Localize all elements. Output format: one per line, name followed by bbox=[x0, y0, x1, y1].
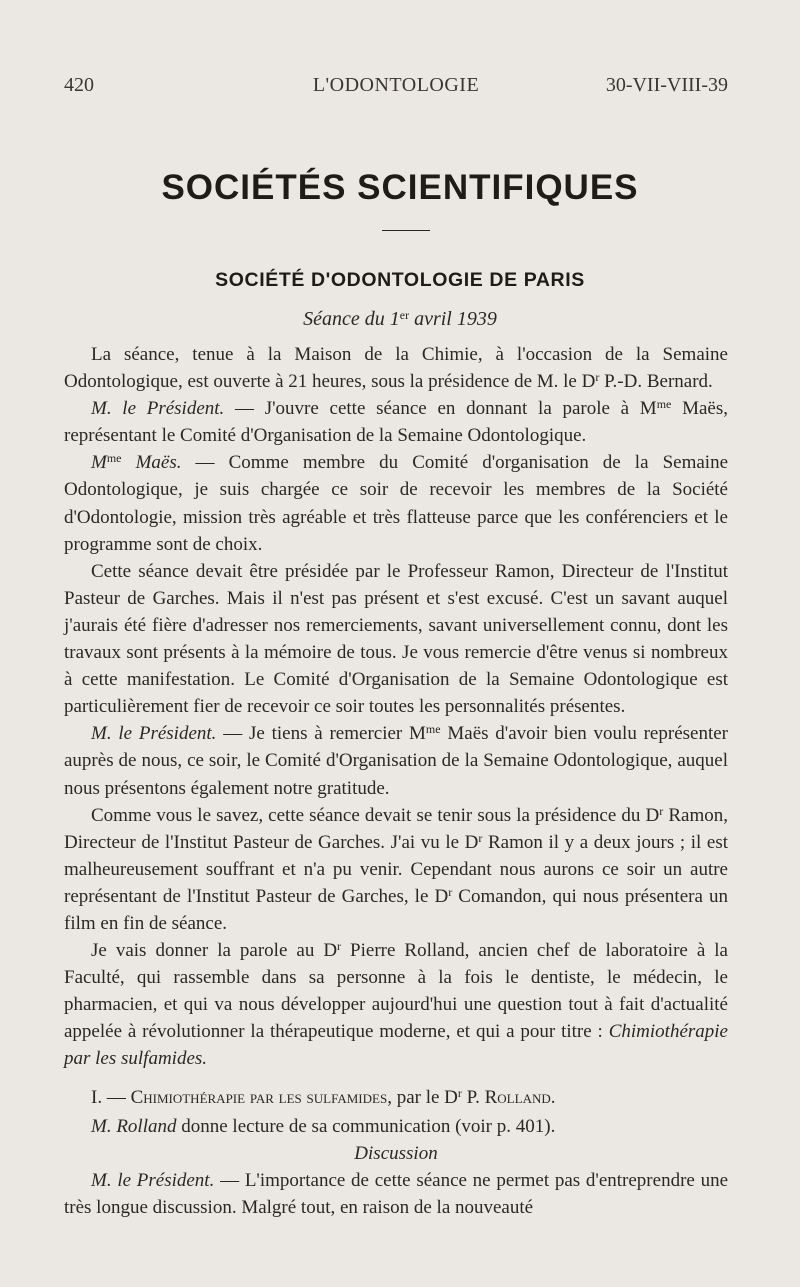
speaker-name: M. Rolland bbox=[91, 1115, 177, 1137]
running-head bbox=[64, 74, 728, 102]
speaker-name: M. le Président. bbox=[91, 398, 225, 420]
paragraph-discussion: M. le Président. — L'importance de cette séance ne permet pas d'entreprendre une très longue discussion. Malgré tout, en raison de la nouveauté bbox=[64, 1169, 728, 1218]
paragraph-maes: $M^{me}$ Maës. — Comme membre du Comité d'organisation de la Semaine Odontologique, je suis chargée ce soir de recevoir les membres de la Société d'Odontologie, mission très agréable et très flatteuse parce que les conférenciers et le programme sont de choix. bbox=[64, 451, 729, 555]
speaker-name: M. le Président. bbox=[91, 1169, 215, 1191]
discussion-heading: Discussion bbox=[354, 1142, 438, 1164]
speaker-name: $M^{me}$ Maës. bbox=[91, 451, 182, 474]
body-text bbox=[64, 341, 728, 1221]
issue-date: 30-VII-VIII-39 bbox=[605, 74, 728, 96]
title-rule bbox=[382, 230, 430, 231]
session-date: Séance du 1er avril 1939 bbox=[303, 308, 497, 330]
paragraph-president-2: M. le Président. — Je tiens à remercier $M^{me}$ Maës d'avoir bien voulu représenter auprès de nous, ce soir, le Comité d'Organisation de la Semaine Odontologique, auquel nous présentons également notre gratitude. bbox=[64, 722, 728, 799]
speaker-name: M. le Président. bbox=[91, 723, 217, 745]
paragraph-president-1: M. le Président. — J'ouvre cette séance en donnant la parole à $M^{me}$ Maës, représentant le Comité d'Organisation de la Semaine Odontologique. bbox=[64, 397, 728, 447]
paragraph-president-4: Je vais donner la parole au $D^r$ Pierre Rolland, ancien chef de laboratoire à la Faculté, qui rassemble dans sa personne à la fois le dentiste, le médecin, le pharmacien, et qui va nous développer aujourd'hui une question tout à fait d'actualité appelée à révolutionner la thérapeutique moderne, et qui a pour titre : Chimiothérapie par les sulfamides. bbox=[64, 939, 728, 1070]
paragraph-president-3: Comme vous le savez, cette séance devait se tenir sous la présidence du $D^r$ Ramon, Directeur de l'Institut Pasteur de Garches. J'ai vu le $D^r$ Ramon il y a deux jours ; il est malheureusement souffrant et n'a pu venir. Cependant nous aurons ce soir un autre représentant de l'Institut Pasteur de Garches, le $D^r$ Comandon, qui nous présentera un film en fin de séance. bbox=[64, 803, 729, 934]
section-title: SOCIÉTÉS SCIENTIFIQUES bbox=[161, 168, 639, 207]
paragraph-opening: La séance, tenue à la Maison de la Chimie, à l'occasion de la Semaine Odontologique, est ouverte à 21 heures, sous la présidence de M. le $D^r$ P.-D. Bernard. bbox=[64, 344, 728, 393]
society-heading: SOCIÉTÉ D'ODONTOLOGIE DE PARIS bbox=[215, 269, 585, 291]
paragraph-ramon-absence: Cette séance devait être présidée par le Professeur Ramon, Directeur de l'Institut Pasteur de Garches. Mais il n'est pas présent et s'est excusé. C'est un savant auquel j'aurais été fière d'adresser nos remerciements, savant universellement connu, dont les travaux sont présents à la mémoire de tous. Je vous remercie d'être venus si nombreux à cette manifestation. Le Comité d'Organisation de la Semaine Odontologique est particulièrement fier de recevoir ce soir toutes les personnalités présentes. bbox=[64, 560, 728, 718]
communication-heading: I. — Chimiothérapie par les sulfamides, par le $D^r$ P. Rolland. bbox=[91, 1085, 556, 1108]
page-number: 420 bbox=[64, 74, 94, 96]
talk-title: Chimiothérapie par les sulfamides. bbox=[64, 1021, 728, 1070]
journal-title: L'ODONTOLOGIE bbox=[312, 74, 480, 96]
paragraph-rolland: M. Rolland donne lecture de sa communication (voir p. 401). bbox=[91, 1115, 556, 1137]
